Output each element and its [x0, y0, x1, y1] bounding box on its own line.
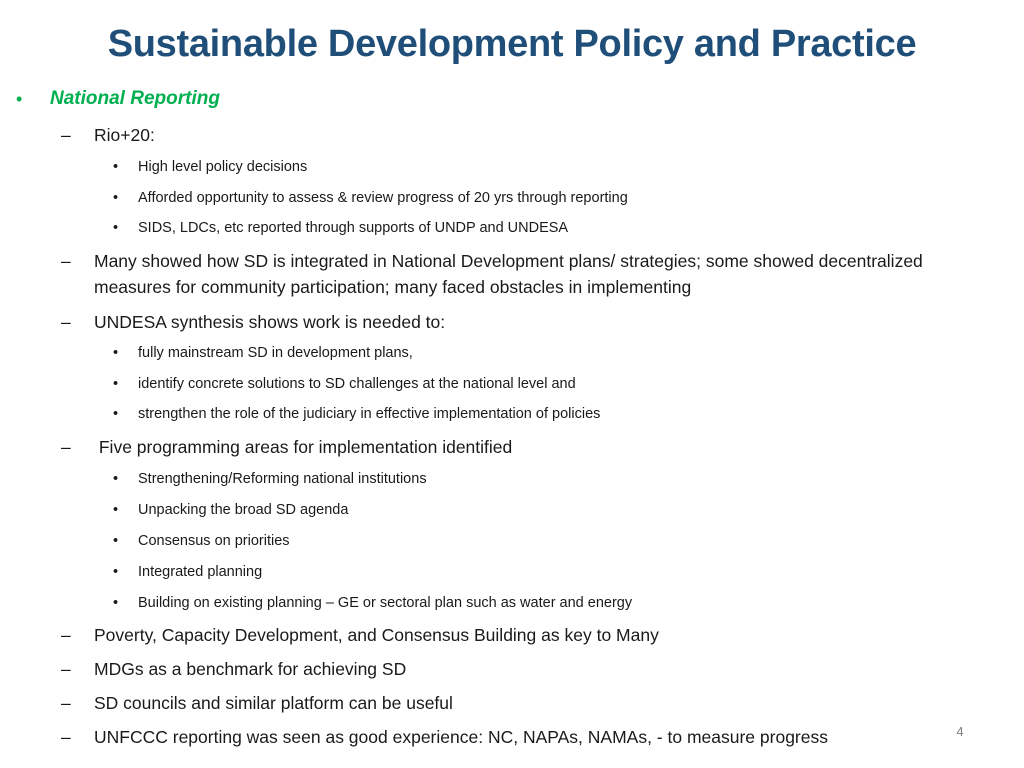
list-item: UNFCCC reporting was seen as good experience: NC, NAPAs, NAMAs, - to measure progress: [94, 727, 828, 747]
page-number: 4: [956, 724, 964, 739]
list-item: Unpacking the broad SD agenda: [138, 502, 349, 518]
dash-icon: –: [61, 659, 71, 679]
list-item: identify concrete solutions to SD challenges at the national level and: [138, 376, 576, 392]
list-item: MDGs as a benchmark for achieving SD: [94, 659, 407, 679]
list-item: strengthen the role of the judiciary in effective implementation of policies: [138, 406, 601, 422]
list-item: Afforded opportunity to assess & review progress of 20 yrs through reporting: [138, 190, 628, 206]
list-item: High level policy decisions: [138, 159, 308, 175]
dash-icon: –: [61, 625, 71, 645]
list-item: SD councils and similar platform can be useful: [94, 693, 453, 713]
list-item: Five programming areas for implementation identified: [94, 437, 513, 457]
list-item: Integrated planning: [138, 564, 263, 580]
list-item: Building on existing planning – GE or sectoral plan such as water and energy: [138, 595, 633, 611]
bullet-dot-icon: •: [113, 220, 119, 236]
dash-icon: –: [61, 693, 71, 713]
bullet-dot-icon: •: [113, 564, 119, 580]
bullet-dot-icon: •: [113, 502, 119, 518]
list-item: Rio+20:: [94, 125, 155, 145]
bullet-dot-icon: •: [113, 159, 119, 175]
dash-icon: –: [61, 125, 71, 145]
bullet-dot-icon: •: [113, 345, 119, 361]
dash-icon: –: [61, 437, 71, 457]
list-item: Strengthening/Reforming national institutions: [138, 471, 427, 487]
dash-icon: –: [61, 727, 71, 747]
list-item: SIDS, LDCs, etc reported through supports of UNDP and UNDESA: [138, 220, 569, 236]
bullet-dot-icon: •: [113, 471, 119, 487]
list-item: Consensus on priorities: [138, 533, 290, 549]
heading-national-reporting: National Reporting: [50, 88, 220, 109]
bullet-dot-icon: •: [113, 376, 119, 392]
list-item: Poverty, Capacity Development, and Consensus Building as key to Many: [94, 625, 659, 645]
dash-icon: –: [61, 312, 71, 332]
dash-icon: –: [61, 251, 71, 271]
slide-title: Sustainable Development Policy and Practice: [107, 23, 917, 65]
list-item: Many showed how SD is integrated in National Development plans/ strategies; some showed decentralized measures for community participation; many faced obstacles in implementing: [94, 251, 923, 297]
bullet-dot-icon: •: [113, 533, 119, 549]
bullet-dot-icon: •: [113, 406, 119, 422]
list-item: UNDESA synthesis shows work is needed to:: [94, 312, 446, 332]
bullet-dot-icon: •: [16, 89, 23, 109]
bullet-dot-icon: •: [113, 190, 119, 206]
bullet-dot-icon: •: [113, 595, 119, 611]
list-item: fully mainstream SD in development plans,: [138, 345, 413, 361]
